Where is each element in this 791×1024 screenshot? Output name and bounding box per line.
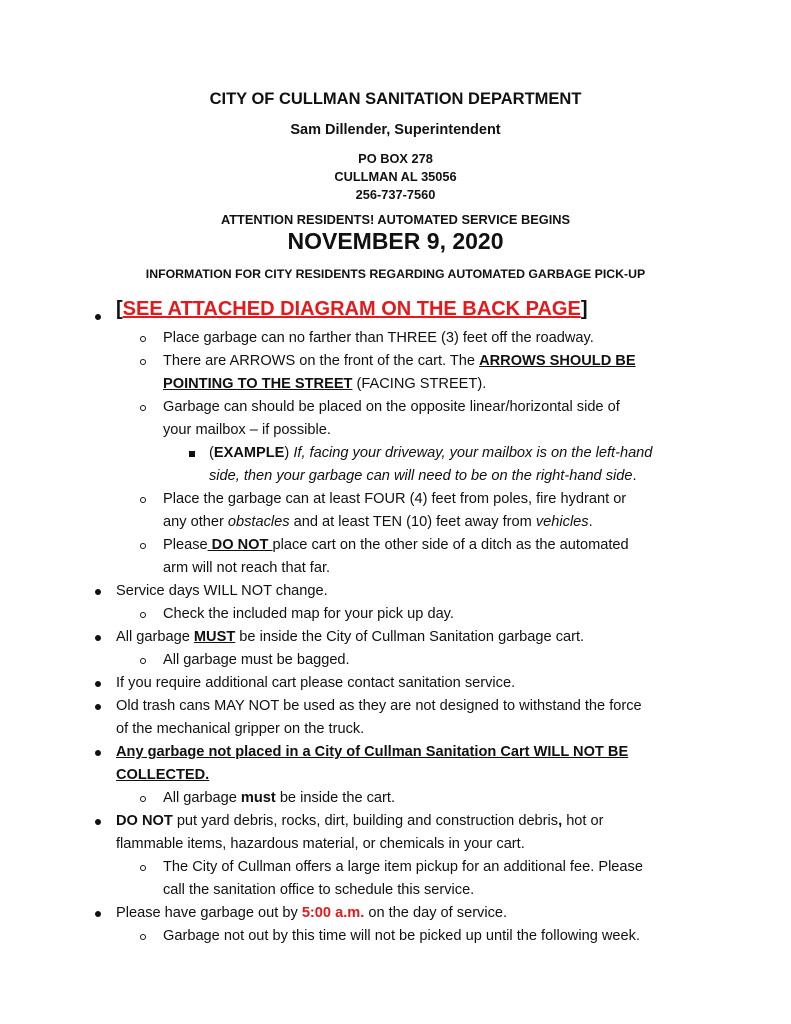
list-item-warning: Any garbage not placed in a City of Cullman Sanitation Cart WILL NOT BE [116, 744, 629, 760]
bullet-icon [95, 704, 101, 710]
bullet-icon [95, 681, 101, 687]
list-item [163, 350, 636, 373]
list-item: Place garbage can no farther than THREE (3) feet off the roadway. [163, 330, 594, 346]
list-item: Service days WILL NOT change. [116, 583, 328, 599]
superintendent-name: Sam Dillender, Superintendent [290, 122, 501, 138]
list-item: Garbage can should be placed on the opposite linear/horizontal side of [163, 399, 620, 415]
circle-bullet-icon [140, 934, 146, 940]
bracket-open: [ [116, 298, 123, 320]
list-item: Old trash cans MAY NOT be used as they are not designed to withstand the force [116, 698, 642, 714]
circle-bullet-icon [140, 336, 146, 342]
list-item-continuation: your mailbox – if possible. [163, 422, 331, 438]
text-emphasis: DO NOT [207, 537, 273, 553]
list-item: Garbage not out by this time will not be picked up until the following week. [163, 928, 640, 944]
list-item [116, 810, 604, 833]
bullet-icon [95, 635, 101, 641]
list-item [163, 534, 629, 557]
text-part: . [632, 468, 637, 484]
example-item [209, 442, 652, 465]
list-item: If you require additional cart please contact sanitation service. [116, 675, 516, 691]
text-italic: vehicles [535, 514, 589, 530]
text-italic: obstacles [227, 514, 290, 530]
pickup-time: 5:00 a.m. [301, 905, 365, 921]
text-part: . [588, 514, 593, 530]
text-emphasis: EXAMPLE [213, 445, 285, 461]
text-italic: If, facing your driveway, your mailbox is on the left-hand [293, 445, 653, 461]
list-item-continuation: arm will not reach that far. [163, 560, 331, 576]
list-item [163, 787, 395, 810]
text-part: any other [163, 514, 228, 530]
list-item: Check the included map for your pick up day. [163, 606, 454, 622]
department-title: CITY OF CULLMAN SANITATION DEPARTMENT [209, 90, 582, 108]
list-item: All garbage must be bagged. [163, 652, 350, 668]
text-emphasis: MUST [193, 629, 236, 645]
text-part: All garbage [163, 790, 241, 806]
circle-bullet-icon [140, 543, 146, 549]
address-city: CULLMAN AL 35056 [334, 169, 457, 184]
text-part: ( [209, 445, 214, 461]
phone-number: 256-737-7560 [355, 187, 436, 202]
bullet-icon [95, 314, 101, 320]
square-bullet-icon [189, 451, 195, 457]
service-start-date: NOVEMBER 9, 2020 [287, 228, 504, 254]
circle-bullet-icon [140, 405, 146, 411]
list-item: The City of Cullman offers a large item pickup for an additional fee. Please [163, 859, 643, 875]
list-item-continuation [163, 373, 486, 396]
text-italic: side, then your garbage can will need to be on the right-hand side [209, 468, 633, 484]
text-part: (FACING STREET). [352, 376, 487, 392]
bullet-icon [95, 750, 101, 756]
text-emphasis: must [240, 790, 276, 806]
text-part: and at least TEN (10) feet away from [289, 514, 536, 530]
list-item-continuation: of the mechanical gripper on the truck. [116, 721, 365, 737]
circle-bullet-icon [140, 612, 146, 618]
circle-bullet-icon [140, 359, 146, 365]
text-emphasis: POINTING TO THE STREET [163, 376, 353, 392]
bullet-icon [95, 911, 101, 917]
text-part: on the day of service. [364, 905, 508, 921]
text-part: be inside the City of Cullman Sanitation garbage cart. [235, 629, 585, 645]
circle-bullet-icon [140, 497, 146, 503]
bullet-icon [95, 819, 101, 825]
text-part: There are ARROWS on the front of the cart. The [163, 353, 480, 369]
see-diagram-line [116, 298, 588, 321]
text-part: place cart on the other side of a ditch as the automated [272, 537, 629, 553]
text-part: Please have garbage out by [116, 905, 302, 921]
list-item-warning-continuation: COLLECTED. [116, 767, 210, 783]
text-part: ) [284, 445, 294, 461]
text-part: hot or [562, 813, 604, 829]
see-diagram-text: SEE ATTACHED DIAGRAM ON THE BACK PAGE [122, 298, 581, 320]
circle-bullet-icon [140, 865, 146, 871]
list-item: Place the garbage can at least FOUR (4) feet from poles, fire hydrant or [163, 491, 627, 507]
list-item [116, 902, 507, 925]
text-part: put yard debris, rocks, dirt, building and construction debris [172, 813, 559, 829]
list-item [116, 626, 584, 649]
text-part: Please [163, 537, 208, 553]
text-emphasis: DO NOT [116, 813, 173, 829]
bracket-close: ] [580, 298, 588, 320]
example-item-continuation [209, 465, 637, 488]
list-item-continuation [163, 511, 593, 534]
list-item-continuation: flammable items, hazardous material, or chemicals in your cart. [116, 836, 525, 852]
text-part: All garbage [116, 629, 194, 645]
circle-bullet-icon [140, 796, 146, 802]
bullet-icon [95, 589, 101, 595]
address-po-box: PO BOX 278 [358, 151, 433, 166]
attention-heading: ATTENTION RESIDENTS! AUTOMATED SERVICE BEGINS [220, 212, 571, 227]
info-heading: INFORMATION FOR CITY RESIDENTS REGARDING AUTOMATED GARBAGE PICK-UP [145, 267, 646, 281]
list-item-continuation: call the sanitation office to schedule this service. [163, 882, 475, 898]
text-emphasis: ARROWS SHOULD BE [479, 353, 636, 369]
circle-bullet-icon [140, 658, 146, 664]
text-part: be inside the cart. [275, 790, 396, 806]
text-emphasis: , [558, 813, 563, 829]
